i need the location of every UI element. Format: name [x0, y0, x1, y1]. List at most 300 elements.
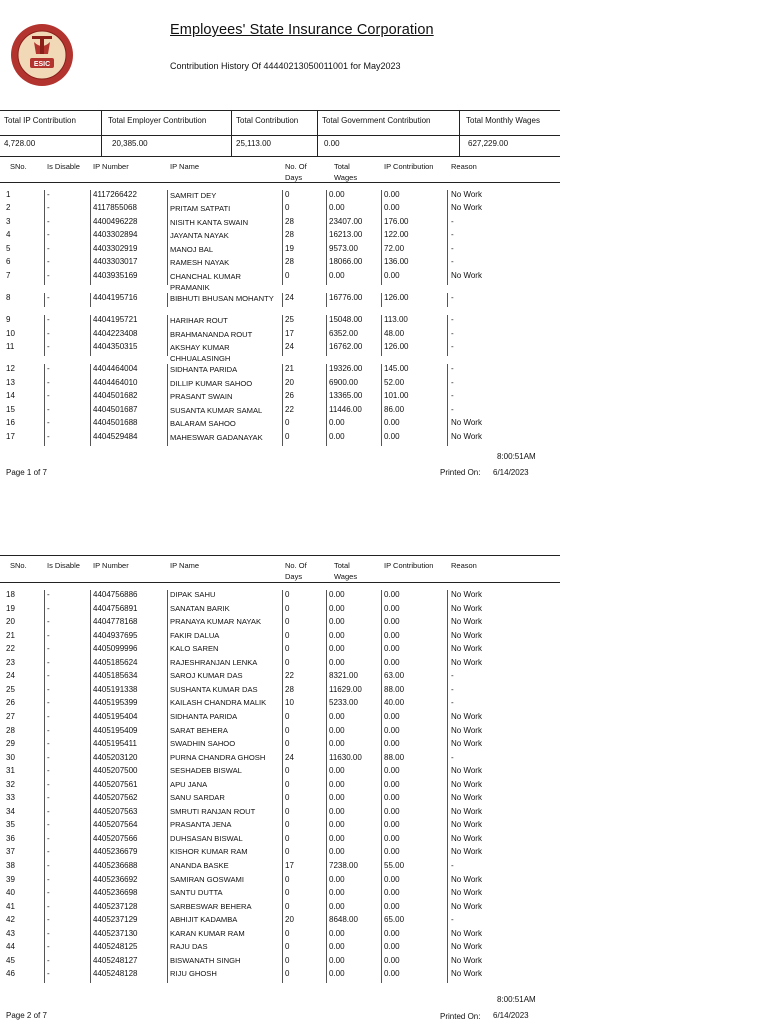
- cell-ip-number: 4405195399: [93, 698, 138, 707]
- col-header-reason: Reason: [451, 561, 477, 570]
- cell-ip-number: 4405248127: [93, 956, 138, 965]
- cell-ip-number: 4405237129: [93, 915, 138, 924]
- cell-sno: 28: [6, 726, 15, 735]
- report-subtitle: Contribution History Of 44440213050011001 for May2023: [170, 61, 401, 71]
- cell-ip-contribution: 176.00: [384, 217, 409, 226]
- cell-ip-contribution: 0.00: [384, 726, 400, 735]
- cell-ip-contribution: 136.00: [384, 257, 409, 266]
- cell-total-wages: 0.00: [329, 712, 345, 721]
- table-row: [0, 807, 560, 821]
- table-row: [0, 315, 560, 329]
- cell-days: 22: [285, 671, 294, 680]
- cell-total-wages: 0.00: [329, 271, 345, 280]
- cell-ip-contribution: 0.00: [384, 590, 400, 599]
- cell-days: 26: [285, 391, 294, 400]
- cell-reason: No Work: [451, 766, 482, 775]
- esic-logo: [10, 20, 74, 90]
- table-row: [0, 378, 560, 392]
- cell-ip-name: RAMESH NAYAK: [170, 258, 230, 267]
- cell-ip-name: HARIHAR ROUT: [170, 316, 228, 325]
- summary-label: Total Contribution: [232, 111, 318, 135]
- cell-ip-name: DIPAK SAHU: [170, 590, 216, 599]
- cell-reason: -: [451, 698, 454, 707]
- cell-ip-name: RAJESHRANJAN LENKA: [170, 658, 258, 667]
- cell-reason: No Work: [451, 834, 482, 843]
- cell-ip-number: 4405207564: [93, 820, 138, 829]
- cell-total-wages: 6900.00: [329, 378, 358, 387]
- cell-ip-contribution: 0.00: [384, 929, 400, 938]
- cell-ip-contribution: 0.00: [384, 658, 400, 667]
- cell-days: 0: [285, 942, 290, 951]
- table-row: [0, 217, 560, 231]
- cell-is-disable: -: [47, 617, 50, 626]
- cell-ip-contribution: 126.00: [384, 342, 409, 351]
- cell-is-disable: -: [47, 942, 50, 951]
- cell-ip-contribution: 88.00: [384, 685, 405, 694]
- cell-days: 0: [285, 847, 290, 856]
- cell-total-wages: 16776.00: [329, 293, 363, 302]
- cell-ip-name: SANATAN BARIK: [170, 604, 230, 613]
- cell-reason: No Work: [451, 432, 482, 441]
- cell-ip-number: 4405236698: [93, 888, 138, 897]
- cell-reason: -: [451, 685, 454, 694]
- cell-is-disable: -: [47, 902, 50, 911]
- cell-ip-name: SESHADEB BISWAL: [170, 766, 242, 775]
- cell-is-disable: -: [47, 329, 50, 338]
- cell-is-disable: -: [47, 888, 50, 897]
- cell-sno: 44: [6, 942, 15, 951]
- cell-is-disable: -: [47, 956, 50, 965]
- cell-total-wages: 0.00: [329, 739, 345, 748]
- cell-ip-number: 4405236692: [93, 875, 138, 884]
- cell-reason: No Work: [451, 793, 482, 802]
- cell-ip-contribution: 0.00: [384, 604, 400, 613]
- cell-reason: -: [451, 315, 454, 324]
- table-row: [0, 644, 560, 658]
- cell-sno: 23: [6, 658, 15, 667]
- cell-ip-number: 4405207562: [93, 793, 138, 802]
- cell-total-wages: 13365.00: [329, 391, 363, 400]
- cell-ip-name: ANANDA BASKE: [170, 861, 229, 870]
- col-header-ip-contribution: IP Contribution: [384, 162, 434, 171]
- cell-ip-contribution: 0.00: [384, 418, 400, 427]
- cell-ip-number: 4117266422: [93, 190, 137, 199]
- cell-reason: No Work: [451, 271, 482, 280]
- cell-total-wages: 19326.00: [329, 364, 363, 373]
- cell-reason: No Work: [451, 726, 482, 735]
- cell-ip-number: 4405207563: [93, 807, 138, 816]
- col-header-days: No. Of Days: [285, 162, 307, 182]
- cell-sno: 38: [6, 861, 15, 870]
- summary-label: Total Monthly Wages: [466, 116, 540, 125]
- cell-ip-number: 4405236679: [93, 847, 138, 856]
- cell-ip-name: CHANCHAL KUMAR PRAMANIK: [170, 272, 242, 292]
- cell-reason: No Work: [451, 203, 482, 212]
- cell-days: 0: [285, 590, 290, 599]
- cell-ip-name: DUHSASAN BISWAL: [170, 834, 243, 843]
- cell-ip-number: 4405236688: [93, 861, 138, 870]
- cell-days: 0: [285, 766, 290, 775]
- col-header-total-wages: Total Wages: [334, 561, 358, 581]
- cell-ip-name: RIJU GHOSH: [170, 969, 217, 978]
- cell-total-wages: 0.00: [329, 766, 345, 775]
- cell-reason: No Work: [451, 820, 482, 829]
- cell-ip-number: 4403935169: [93, 271, 138, 280]
- cell-sno: 6: [6, 257, 11, 266]
- cell-sno: 10: [6, 329, 15, 338]
- cell-ip-number: 4405203120: [93, 753, 138, 762]
- col-header-total-wages: Total Wages: [334, 162, 358, 182]
- table-row: [0, 631, 560, 645]
- cell-ip-contribution: 122.00: [384, 230, 409, 239]
- cell-total-wages: 0.00: [329, 956, 345, 965]
- cell-days: 17: [285, 329, 294, 338]
- cell-ip-name: SUSHANTA KUMAR DAS: [170, 685, 258, 694]
- cell-ip-name: KAILASH CHANDRA MALIK: [170, 698, 267, 707]
- cell-days: 0: [285, 820, 290, 829]
- cell-ip-contribution: 0.00: [384, 271, 400, 280]
- cell-total-wages: 18066.00: [329, 257, 363, 266]
- cell-reason: -: [451, 230, 454, 239]
- table-row: [0, 405, 560, 419]
- table-row: [0, 780, 560, 794]
- cell-is-disable: -: [47, 685, 50, 694]
- cell-ip-name: SAROJ KUMAR DAS: [170, 671, 243, 680]
- table-row: [0, 391, 560, 405]
- cell-is-disable: -: [47, 712, 50, 721]
- cell-ip-number: 4405248125: [93, 942, 138, 951]
- cell-is-disable: -: [47, 217, 50, 226]
- cell-reason: -: [451, 405, 454, 414]
- cell-total-wages: 0.00: [329, 942, 345, 951]
- cell-ip-number: 4404464010: [93, 378, 138, 387]
- table-row: [0, 342, 560, 363]
- cell-ip-contribution: 0.00: [384, 780, 400, 789]
- cell-days: 0: [285, 956, 290, 965]
- cell-sno: 41: [6, 902, 15, 911]
- print-time: 8:00:51AM: [497, 995, 536, 1004]
- cell-days: 0: [285, 631, 290, 640]
- cell-sno: 32: [6, 780, 15, 789]
- cell-ip-number: 4403302894: [93, 230, 138, 239]
- cell-total-wages: 0.00: [329, 902, 345, 911]
- table-row: [0, 190, 560, 204]
- cell-sno: 4: [6, 230, 11, 239]
- cell-reason: No Work: [451, 888, 482, 897]
- cell-is-disable: -: [47, 726, 50, 735]
- cell-days: 0: [285, 644, 290, 653]
- cell-sno: 46: [6, 969, 15, 978]
- table-row: [0, 888, 560, 902]
- col-header-reason: Reason: [451, 162, 477, 171]
- cell-ip-contribution: 48.00: [384, 329, 405, 338]
- cell-days: 0: [285, 969, 290, 978]
- cell-reason: -: [451, 342, 454, 351]
- cell-total-wages: 5233.00: [329, 698, 358, 707]
- cell-ip-name: PRANAYA KUMAR NAYAK: [170, 617, 262, 626]
- cell-ip-number: 4404350315: [93, 342, 138, 351]
- cell-ip-number: 4117855068: [93, 203, 137, 212]
- cell-days: 0: [285, 780, 290, 789]
- cell-ip-name: AKSHAY KUMAR CHHUALASINGH: [170, 343, 231, 363]
- cell-days: 0: [285, 203, 290, 212]
- printed-date: 6/14/2023: [493, 468, 529, 477]
- cell-sno: 11: [6, 342, 15, 351]
- cell-total-wages: 15048.00: [329, 315, 363, 324]
- cell-sno: 18: [6, 590, 15, 599]
- cell-is-disable: -: [47, 671, 50, 680]
- cell-ip-contribution: 0.00: [384, 644, 400, 653]
- cell-ip-number: 4405237128: [93, 902, 138, 911]
- printed-on-label: Printed On:: [440, 468, 481, 477]
- cell-total-wages: 11446.00: [329, 405, 362, 414]
- table-row: [0, 739, 560, 753]
- table-row: [0, 847, 560, 861]
- cell-reason: -: [451, 217, 454, 226]
- summary-label: Total Government Contribution: [318, 111, 460, 135]
- cell-ip-name: BALARAM SAHOO: [170, 419, 236, 428]
- cell-ip-contribution: 101.00: [384, 391, 409, 400]
- cell-ip-number: 4403303017: [93, 257, 138, 266]
- cell-days: 24: [285, 753, 294, 762]
- cell-is-disable: -: [47, 915, 50, 924]
- cell-sno: 5: [6, 244, 11, 253]
- cell-ip-contribution: 0.00: [384, 617, 400, 626]
- cell-ip-number: 4404501688: [93, 418, 138, 427]
- cell-sno: 35: [6, 820, 15, 829]
- table-row: [0, 617, 560, 631]
- cell-days: 0: [285, 658, 290, 667]
- cell-reason: -: [451, 293, 454, 302]
- cell-ip-contribution: 0.00: [384, 203, 400, 212]
- col-header-ip-name: IP Name: [170, 162, 200, 171]
- cell-ip-name: PRASANTA JENA: [170, 820, 232, 829]
- cell-reason: -: [451, 753, 454, 762]
- table-row: [0, 604, 560, 618]
- cell-ip-contribution: 113.00: [384, 315, 408, 324]
- cell-ip-contribution: 0.00: [384, 793, 400, 802]
- cell-reason: No Work: [451, 969, 482, 978]
- cell-total-wages: 8648.00: [329, 915, 358, 924]
- cell-ip-number: 4404195716: [93, 293, 138, 302]
- cell-ip-contribution: 0.00: [384, 847, 400, 856]
- cell-days: 0: [285, 271, 290, 280]
- cell-is-disable: -: [47, 293, 50, 302]
- cell-days: 0: [285, 807, 290, 816]
- cell-ip-name: KARAN KUMAR RAM: [170, 929, 245, 938]
- cell-total-wages: 0.00: [329, 888, 345, 897]
- cell-days: 24: [285, 342, 294, 351]
- cell-total-wages: 16762.00: [329, 342, 363, 351]
- cell-is-disable: -: [47, 739, 50, 748]
- cell-ip-contribution: 0.00: [384, 969, 400, 978]
- cell-is-disable: -: [47, 753, 50, 762]
- cell-sno: 12: [6, 364, 15, 373]
- cell-days: 0: [285, 726, 290, 735]
- cell-ip-number: 4404756886: [93, 590, 138, 599]
- cell-ip-name: APU JANA: [170, 780, 208, 789]
- summary-value-row: [0, 134, 560, 157]
- cell-ip-contribution: 65.00: [384, 915, 405, 924]
- cell-is-disable: -: [47, 364, 50, 373]
- cell-total-wages: 0.00: [329, 834, 345, 843]
- cell-ip-contribution: 145.00: [384, 364, 409, 373]
- cell-reason: No Work: [451, 644, 482, 653]
- cell-days: 28: [285, 230, 294, 239]
- table-row: [0, 685, 560, 699]
- cell-is-disable: -: [47, 793, 50, 802]
- cell-days: 0: [285, 793, 290, 802]
- cell-reason: -: [451, 391, 454, 400]
- cell-total-wages: 0.00: [329, 875, 345, 884]
- cell-ip-contribution: 55.00: [384, 861, 405, 870]
- cell-days: 22: [285, 405, 294, 414]
- table-row: [0, 726, 560, 740]
- table-row: [0, 875, 560, 889]
- cell-is-disable: -: [47, 766, 50, 775]
- table-row: [0, 712, 560, 726]
- cell-total-wages: 9573.00: [329, 244, 358, 253]
- cell-ip-name: JAYANTA NAYAK: [170, 231, 229, 240]
- cell-ip-number: 4405237130: [93, 929, 138, 938]
- cell-ip-name: MANOJ BAL: [170, 245, 214, 254]
- table-row: [0, 244, 560, 258]
- col-header-sno: SNo.: [10, 561, 27, 570]
- cell-sno: 40: [6, 888, 15, 897]
- table-row: [0, 861, 560, 875]
- cell-sno: 9: [6, 315, 11, 324]
- cell-days: 0: [285, 929, 290, 938]
- cell-ip-name: SANTU DUTTA: [170, 888, 223, 897]
- cell-sno: 30: [6, 753, 15, 762]
- cell-ip-name: BRAHMANANDA ROUT: [170, 330, 253, 339]
- cell-ip-name: SAMRIT DEY: [170, 191, 217, 200]
- cell-days: 0: [285, 902, 290, 911]
- cell-total-wages: 11630.00: [329, 753, 362, 762]
- cell-sno: 13: [6, 378, 15, 387]
- cell-reason: No Work: [451, 658, 482, 667]
- cell-ip-contribution: 0.00: [384, 807, 400, 816]
- cell-ip-name: SUSANTA KUMAR SAMAL: [170, 406, 263, 415]
- cell-sno: 34: [6, 807, 15, 816]
- cell-is-disable: -: [47, 698, 50, 707]
- cell-days: 24: [285, 293, 294, 302]
- cell-ip-contribution: 86.00: [384, 405, 405, 414]
- cell-ip-contribution: 0.00: [384, 432, 400, 441]
- cell-days: 0: [285, 418, 290, 427]
- table-row: [0, 929, 560, 943]
- cell-ip-contribution: 126.00: [384, 293, 409, 302]
- cell-ip-contribution: 0.00: [384, 875, 400, 884]
- cell-total-wages: 11629.00: [329, 685, 362, 694]
- cell-sno: 15: [6, 405, 15, 414]
- logo-text: ESIC: [33, 61, 51, 68]
- cell-ip-number: 4405207566: [93, 834, 138, 843]
- cell-sno: 22: [6, 644, 15, 653]
- cell-days: 20: [285, 378, 294, 387]
- cell-days: 0: [285, 834, 290, 843]
- col-header-ip-contribution: IP Contribution: [384, 561, 434, 570]
- cell-reason: No Work: [451, 847, 482, 856]
- cell-ip-number: 4403302919: [93, 244, 138, 253]
- cell-sno: 42: [6, 915, 15, 924]
- cell-ip-contribution: 0.00: [384, 766, 400, 775]
- cell-sno: 2: [6, 203, 11, 212]
- summary-value: 4,728.00: [0, 134, 102, 156]
- cell-ip-name: SWADHIN SAHOO: [170, 739, 236, 748]
- cell-is-disable: -: [47, 342, 50, 351]
- table-row: [0, 766, 560, 780]
- cell-ip-contribution: 0.00: [384, 190, 400, 199]
- cell-sno: 36: [6, 834, 15, 843]
- cell-total-wages: 7238.00: [329, 861, 358, 870]
- cell-reason: -: [451, 364, 454, 373]
- cell-days: 20: [285, 915, 294, 924]
- cell-ip-name: PURNA CHANDRA GHOSH: [170, 753, 266, 762]
- table-row: [0, 902, 560, 916]
- table-header-page1: [0, 156, 560, 183]
- cell-ip-contribution: 0.00: [384, 820, 400, 829]
- table-row: [0, 271, 560, 292]
- cell-ip-name: SARBESWAR BEHERA: [170, 902, 252, 911]
- cell-sno: 26: [6, 698, 15, 707]
- cell-reason: No Work: [451, 418, 482, 427]
- table-row: [0, 915, 560, 929]
- cell-days: 0: [285, 875, 290, 884]
- cell-ip-number: 4405207561: [93, 780, 138, 789]
- cell-sno: 25: [6, 685, 15, 694]
- cell-is-disable: -: [47, 257, 50, 266]
- table-row: [0, 590, 560, 604]
- page-number: Page 2 of 7: [6, 1011, 47, 1020]
- cell-ip-number: 4404501682: [93, 391, 138, 400]
- col-header-is-disable: Is Disable: [47, 162, 80, 171]
- table-row: [0, 956, 560, 970]
- cell-days: 10: [285, 698, 294, 707]
- cell-ip-name: PRITAM SATPATI: [170, 204, 231, 213]
- cell-reason: -: [451, 329, 454, 338]
- cell-reason: No Work: [451, 807, 482, 816]
- cell-sno: 37: [6, 847, 15, 856]
- cell-ip-number: 4405248128: [93, 969, 138, 978]
- cell-ip-number: 4404195721: [93, 315, 138, 324]
- cell-ip-contribution: 0.00: [384, 712, 400, 721]
- cell-ip-name: SIDHANTA PARIDA: [170, 712, 238, 721]
- page-title: Employees' State Insurance Corporation: [170, 22, 434, 38]
- cell-total-wages: 0.00: [329, 432, 345, 441]
- cell-sno: 21: [6, 631, 15, 640]
- cell-total-wages: 0.00: [329, 203, 345, 212]
- cell-sno: 16: [6, 418, 15, 427]
- cell-ip-contribution: 52.00: [384, 378, 405, 387]
- cell-ip-contribution: 0.00: [384, 956, 400, 965]
- cell-is-disable: -: [47, 271, 50, 280]
- cell-sno: 1: [6, 190, 11, 199]
- summary-label: Total Employer Contribution: [102, 111, 232, 135]
- table-row: [0, 257, 560, 271]
- cell-is-disable: -: [47, 590, 50, 599]
- cell-total-wages: 0.00: [329, 929, 345, 938]
- cell-reason: No Work: [451, 617, 482, 626]
- cell-days: 0: [285, 432, 290, 441]
- cell-ip-contribution: 0.00: [384, 888, 400, 897]
- cell-is-disable: -: [47, 631, 50, 640]
- table-row: [0, 820, 560, 834]
- cell-reason: No Work: [451, 902, 482, 911]
- cell-reason: -: [451, 915, 454, 924]
- cell-is-disable: -: [47, 780, 50, 789]
- cell-is-disable: -: [47, 230, 50, 239]
